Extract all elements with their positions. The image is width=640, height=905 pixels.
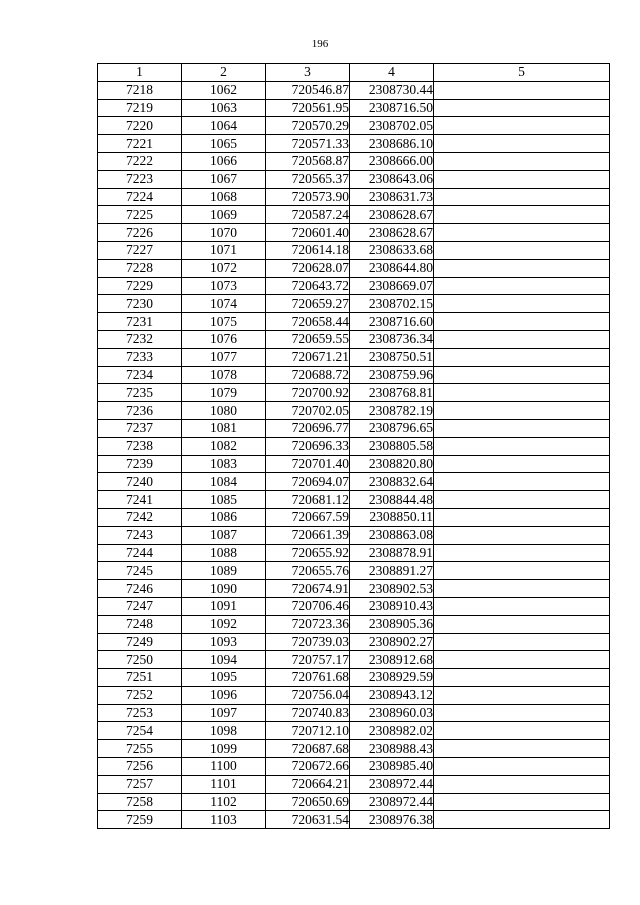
note-cell (434, 117, 610, 135)
x-coordinate-cell: 720672.66 (266, 758, 350, 776)
point-number-cell: 1089 (182, 562, 266, 580)
y-coordinate-cell: 2308716.60 (350, 313, 434, 331)
table-row (98, 473, 610, 491)
table-row (98, 704, 610, 722)
x-coordinate-cell: 720671.21 (266, 348, 350, 366)
y-coordinate-cell: 2308796.65 (350, 419, 434, 437)
row-number-cell: 7218 (98, 81, 182, 99)
x-coordinate-cell: 720655.92 (266, 544, 350, 562)
point-number-cell: 1069 (182, 206, 266, 224)
header-row (98, 64, 610, 82)
point-number-cell: 1098 (182, 722, 266, 740)
x-coordinate-cell: 720659.27 (266, 295, 350, 313)
point-number-cell: 1062 (182, 81, 266, 99)
point-number-cell: 1070 (182, 224, 266, 242)
row-number-cell: 7222 (98, 152, 182, 170)
column-header-3: 3 (266, 64, 350, 82)
x-coordinate-cell: 720587.24 (266, 206, 350, 224)
y-coordinate-cell: 2308943.12 (350, 686, 434, 704)
table-row (98, 651, 610, 669)
point-number-cell: 1068 (182, 188, 266, 206)
x-coordinate-cell: 720700.92 (266, 384, 350, 402)
row-number-cell: 7220 (98, 117, 182, 135)
note-cell (434, 99, 610, 117)
x-coordinate-cell: 720661.39 (266, 526, 350, 544)
table-row (98, 81, 610, 99)
x-coordinate-cell: 720561.95 (266, 99, 350, 117)
table-row (98, 330, 610, 348)
note-cell (434, 758, 610, 776)
y-coordinate-cell: 2308633.68 (350, 241, 434, 259)
table-row (98, 99, 610, 117)
row-number-cell: 7228 (98, 259, 182, 277)
table-row (98, 366, 610, 384)
y-coordinate-cell: 2308985.40 (350, 758, 434, 776)
x-coordinate-cell: 720568.87 (266, 152, 350, 170)
y-coordinate-cell: 2308905.36 (350, 615, 434, 633)
row-number-cell: 7221 (98, 135, 182, 153)
page-number: 196 (311, 38, 329, 50)
y-coordinate-cell: 2308863.08 (350, 526, 434, 544)
y-coordinate-cell: 2308960.03 (350, 704, 434, 722)
table-row (98, 437, 610, 455)
row-number-cell: 7243 (98, 526, 182, 544)
y-coordinate-cell: 2308631.73 (350, 188, 434, 206)
row-number-cell: 7256 (98, 758, 182, 776)
x-coordinate-cell: 720565.37 (266, 170, 350, 188)
y-coordinate-cell: 2308976.38 (350, 811, 434, 829)
table-row (98, 295, 610, 313)
y-coordinate-cell: 2308820.80 (350, 455, 434, 473)
note-cell (434, 152, 610, 170)
y-coordinate-cell: 2308750.51 (350, 348, 434, 366)
row-number-cell: 7235 (98, 384, 182, 402)
note-cell (434, 508, 610, 526)
table-row (98, 277, 610, 295)
row-number-cell: 7232 (98, 330, 182, 348)
x-coordinate-cell: 720694.07 (266, 473, 350, 491)
x-coordinate-cell: 720696.77 (266, 419, 350, 437)
note-cell (434, 722, 610, 740)
x-coordinate-cell: 720687.68 (266, 740, 350, 758)
y-coordinate-cell: 2308972.44 (350, 793, 434, 811)
row-number-cell: 7234 (98, 366, 182, 384)
table-row (98, 241, 610, 259)
point-number-cell: 1086 (182, 508, 266, 526)
row-number-cell: 7244 (98, 544, 182, 562)
point-number-cell: 1096 (182, 686, 266, 704)
x-coordinate-cell: 720701.40 (266, 455, 350, 473)
y-coordinate-cell: 2308686.10 (350, 135, 434, 153)
y-coordinate-cell: 2308832.64 (350, 473, 434, 491)
y-coordinate-cell: 2308730.44 (350, 81, 434, 99)
note-cell (434, 330, 610, 348)
column-header-4: 4 (350, 64, 434, 82)
point-number-cell: 1064 (182, 117, 266, 135)
x-coordinate-cell: 720706.46 (266, 597, 350, 615)
table-row (98, 206, 610, 224)
table-row (98, 775, 610, 793)
row-number-cell: 7224 (98, 188, 182, 206)
table-row (98, 526, 610, 544)
point-number-cell: 1079 (182, 384, 266, 402)
table-row (98, 384, 610, 402)
x-coordinate-cell: 720696.33 (266, 437, 350, 455)
x-coordinate-cell: 720570.29 (266, 117, 350, 135)
note-cell (434, 811, 610, 829)
note-cell (434, 259, 610, 277)
row-number-cell: 7239 (98, 455, 182, 473)
row-number-cell: 7238 (98, 437, 182, 455)
y-coordinate-cell: 2308878.91 (350, 544, 434, 562)
table-row (98, 633, 610, 651)
x-coordinate-cell: 720631.54 (266, 811, 350, 829)
note-cell (434, 188, 610, 206)
note-cell (434, 669, 610, 687)
column-header-5: 5 (434, 64, 610, 82)
point-number-cell: 1071 (182, 241, 266, 259)
y-coordinate-cell: 2308891.27 (350, 562, 434, 580)
y-coordinate-cell: 2308759.96 (350, 366, 434, 384)
point-number-cell: 1093 (182, 633, 266, 651)
y-coordinate-cell: 2308644.80 (350, 259, 434, 277)
y-coordinate-cell: 2308844.48 (350, 491, 434, 509)
table-row (98, 419, 610, 437)
note-cell (434, 633, 610, 651)
y-coordinate-cell: 2308666.00 (350, 152, 434, 170)
point-number-cell: 1076 (182, 330, 266, 348)
row-number-cell: 7223 (98, 170, 182, 188)
note-cell (434, 170, 610, 188)
note-cell (434, 348, 610, 366)
row-number-cell: 7257 (98, 775, 182, 793)
table-row (98, 152, 610, 170)
note-cell (434, 473, 610, 491)
point-number-cell: 1102 (182, 793, 266, 811)
row-number-cell: 7229 (98, 277, 182, 295)
point-number-cell: 1097 (182, 704, 266, 722)
point-number-cell: 1091 (182, 597, 266, 615)
x-coordinate-cell: 720757.17 (266, 651, 350, 669)
row-number-cell: 7233 (98, 348, 182, 366)
row-number-cell: 7246 (98, 580, 182, 598)
y-coordinate-cell: 2308736.34 (350, 330, 434, 348)
point-number-cell: 1101 (182, 775, 266, 793)
note-cell (434, 419, 610, 437)
row-number-cell: 7251 (98, 669, 182, 687)
row-number-cell: 7248 (98, 615, 182, 633)
point-number-cell: 1094 (182, 651, 266, 669)
point-number-cell: 1080 (182, 402, 266, 420)
point-number-cell: 1087 (182, 526, 266, 544)
row-number-cell: 7247 (98, 597, 182, 615)
x-coordinate-cell: 720723.36 (266, 615, 350, 633)
point-number-cell: 1075 (182, 313, 266, 331)
note-cell (434, 437, 610, 455)
table-row (98, 544, 610, 562)
row-number-cell: 7240 (98, 473, 182, 491)
point-number-cell: 1078 (182, 366, 266, 384)
row-number-cell: 7226 (98, 224, 182, 242)
note-cell (434, 277, 610, 295)
row-number-cell: 7219 (98, 99, 182, 117)
point-number-cell: 1103 (182, 811, 266, 829)
point-number-cell: 1090 (182, 580, 266, 598)
x-coordinate-cell: 720546.87 (266, 81, 350, 99)
point-number-cell: 1081 (182, 419, 266, 437)
row-number-cell: 7241 (98, 491, 182, 509)
x-coordinate-cell: 720573.90 (266, 188, 350, 206)
note-cell (434, 366, 610, 384)
y-coordinate-cell: 2308805.58 (350, 437, 434, 455)
y-coordinate-cell: 2308902.53 (350, 580, 434, 598)
row-number-cell: 7255 (98, 740, 182, 758)
table-row (98, 170, 610, 188)
row-number-cell: 7259 (98, 811, 182, 829)
table-row (98, 562, 610, 580)
note-cell (434, 775, 610, 793)
table-row (98, 686, 610, 704)
table-row (98, 348, 610, 366)
note-cell (434, 704, 610, 722)
y-coordinate-cell: 2308782.19 (350, 402, 434, 420)
note-cell (434, 740, 610, 758)
y-coordinate-cell: 2308929.59 (350, 669, 434, 687)
point-number-cell: 1095 (182, 669, 266, 687)
table-row (98, 580, 610, 598)
point-number-cell: 1072 (182, 259, 266, 277)
coordinates-table (97, 63, 610, 829)
table-row (98, 402, 610, 420)
point-number-cell: 1085 (182, 491, 266, 509)
row-number-cell: 7252 (98, 686, 182, 704)
note-cell (434, 562, 610, 580)
x-coordinate-cell: 720601.40 (266, 224, 350, 242)
y-coordinate-cell: 2308912.68 (350, 651, 434, 669)
note-cell (434, 295, 610, 313)
note-cell (434, 526, 610, 544)
x-coordinate-cell: 720761.68 (266, 669, 350, 687)
point-number-cell: 1100 (182, 758, 266, 776)
point-number-cell: 1077 (182, 348, 266, 366)
x-coordinate-cell: 720739.03 (266, 633, 350, 651)
point-number-cell: 1066 (182, 152, 266, 170)
table-body (98, 81, 610, 828)
note-cell (434, 81, 610, 99)
x-coordinate-cell: 720659.55 (266, 330, 350, 348)
y-coordinate-cell: 2308702.15 (350, 295, 434, 313)
row-number-cell: 7237 (98, 419, 182, 437)
y-coordinate-cell: 2308716.50 (350, 99, 434, 117)
y-coordinate-cell: 2308628.67 (350, 206, 434, 224)
note-cell (434, 241, 610, 259)
x-coordinate-cell: 720712.10 (266, 722, 350, 740)
row-number-cell: 7225 (98, 206, 182, 224)
row-number-cell: 7250 (98, 651, 182, 669)
x-coordinate-cell: 720740.83 (266, 704, 350, 722)
table-row (98, 188, 610, 206)
row-number-cell: 7231 (98, 313, 182, 331)
point-number-cell: 1083 (182, 455, 266, 473)
x-coordinate-cell: 720664.21 (266, 775, 350, 793)
row-number-cell: 7253 (98, 704, 182, 722)
y-coordinate-cell: 2308972.44 (350, 775, 434, 793)
x-coordinate-cell: 720667.59 (266, 508, 350, 526)
x-coordinate-cell: 720674.91 (266, 580, 350, 598)
point-number-cell: 1067 (182, 170, 266, 188)
note-cell (434, 224, 610, 242)
note-cell (434, 793, 610, 811)
column-header-2: 2 (182, 64, 266, 82)
point-number-cell: 1099 (182, 740, 266, 758)
row-number-cell: 7242 (98, 508, 182, 526)
x-coordinate-cell: 720650.69 (266, 793, 350, 811)
column-header-1: 1 (98, 64, 182, 82)
table-row (98, 597, 610, 615)
row-number-cell: 7254 (98, 722, 182, 740)
note-cell (434, 313, 610, 331)
row-number-cell: 7236 (98, 402, 182, 420)
x-coordinate-cell: 720688.72 (266, 366, 350, 384)
point-number-cell: 1084 (182, 473, 266, 491)
note-cell (434, 597, 610, 615)
note-cell (434, 491, 610, 509)
note-cell (434, 615, 610, 633)
y-coordinate-cell: 2308702.05 (350, 117, 434, 135)
table-row (98, 615, 610, 633)
table-row (98, 259, 610, 277)
row-number-cell: 7227 (98, 241, 182, 259)
point-number-cell: 1065 (182, 135, 266, 153)
x-coordinate-cell: 720681.12 (266, 491, 350, 509)
table-row (98, 455, 610, 473)
x-coordinate-cell: 720756.04 (266, 686, 350, 704)
y-coordinate-cell: 2308910.43 (350, 597, 434, 615)
table-row (98, 135, 610, 153)
row-number-cell: 7230 (98, 295, 182, 313)
table-row (98, 811, 610, 829)
y-coordinate-cell: 2308643.06 (350, 170, 434, 188)
note-cell (434, 651, 610, 669)
point-number-cell: 1063 (182, 99, 266, 117)
note-cell (434, 135, 610, 153)
table-row (98, 793, 610, 811)
row-number-cell: 7258 (98, 793, 182, 811)
note-cell (434, 455, 610, 473)
table-row (98, 508, 610, 526)
table-row (98, 491, 610, 509)
y-coordinate-cell: 2308902.27 (350, 633, 434, 651)
table-row (98, 313, 610, 331)
table-row (98, 758, 610, 776)
note-cell (434, 384, 610, 402)
point-number-cell: 1088 (182, 544, 266, 562)
note-cell (434, 206, 610, 224)
point-number-cell: 1092 (182, 615, 266, 633)
y-coordinate-cell: 2308982.02 (350, 722, 434, 740)
y-coordinate-cell: 2308988.43 (350, 740, 434, 758)
x-coordinate-cell: 720571.33 (266, 135, 350, 153)
x-coordinate-cell: 720614.18 (266, 241, 350, 259)
x-coordinate-cell: 720655.76 (266, 562, 350, 580)
x-coordinate-cell: 720643.72 (266, 277, 350, 295)
table-row (98, 740, 610, 758)
note-cell (434, 580, 610, 598)
y-coordinate-cell: 2308850.11 (350, 508, 434, 526)
point-number-cell: 1074 (182, 295, 266, 313)
note-cell (434, 402, 610, 420)
table-row (98, 224, 610, 242)
y-coordinate-cell: 2308669.07 (350, 277, 434, 295)
table-row (98, 117, 610, 135)
x-coordinate-cell: 720702.05 (266, 402, 350, 420)
table-row (98, 669, 610, 687)
table-row (98, 722, 610, 740)
note-cell (434, 686, 610, 704)
row-number-cell: 7249 (98, 633, 182, 651)
x-coordinate-cell: 720628.07 (266, 259, 350, 277)
row-number-cell: 7245 (98, 562, 182, 580)
point-number-cell: 1082 (182, 437, 266, 455)
y-coordinate-cell: 2308628.67 (350, 224, 434, 242)
y-coordinate-cell: 2308768.81 (350, 384, 434, 402)
note-cell (434, 544, 610, 562)
point-number-cell: 1073 (182, 277, 266, 295)
x-coordinate-cell: 720658.44 (266, 313, 350, 331)
